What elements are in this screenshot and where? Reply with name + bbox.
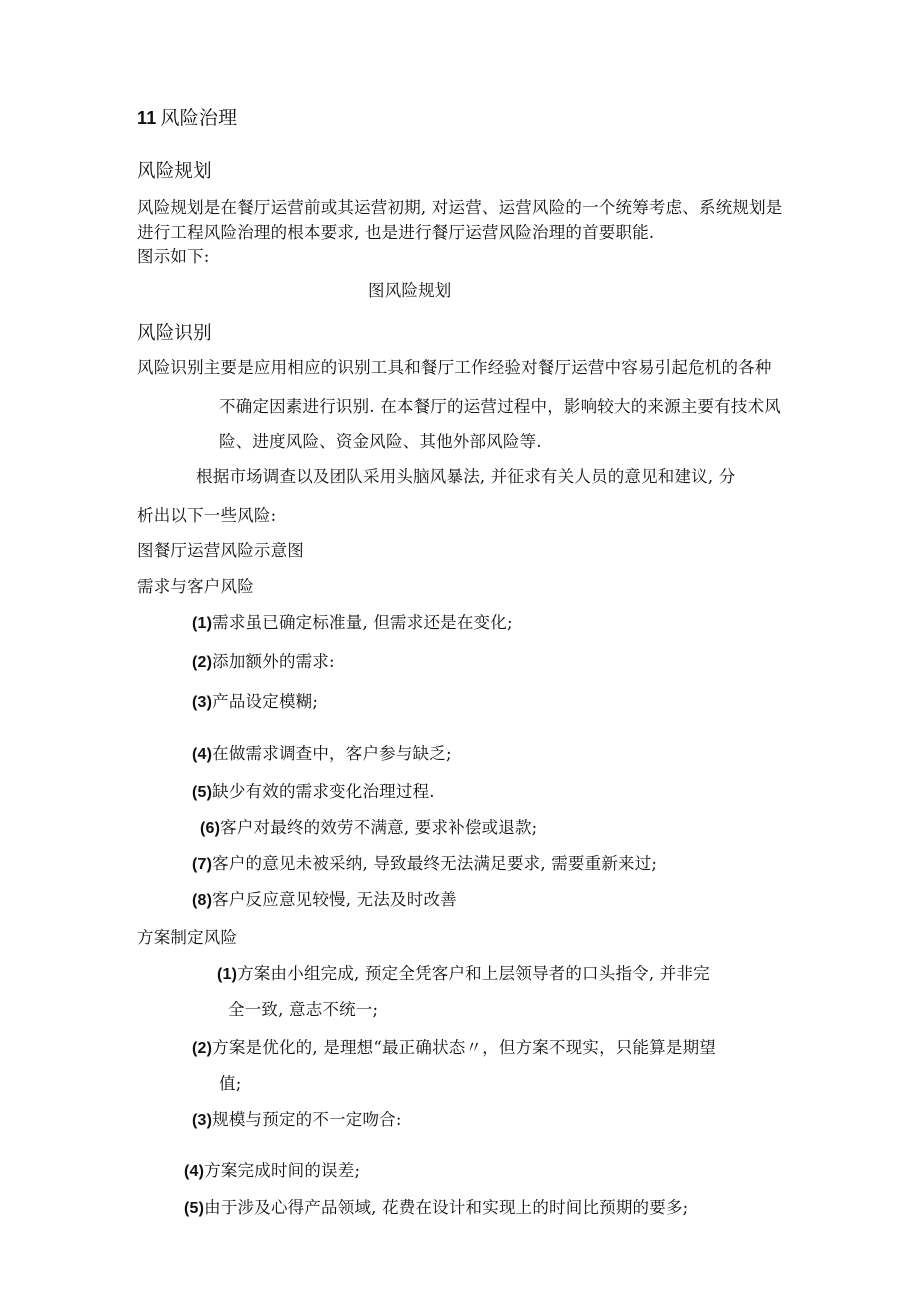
- list-item: [192, 781, 435, 804]
- heading-plan-risk: 方案制定风险: [137, 928, 238, 947]
- list-item-number: (4): [192, 746, 213, 763]
- list-item: [184, 1197, 688, 1220]
- list-item-number: (5): [192, 784, 213, 801]
- identification-paragraph2-line-2: 析出以下一些风险:: [137, 506, 277, 525]
- list-item: [184, 1160, 360, 1183]
- section-title-text: 风险治理: [160, 107, 238, 129]
- list-item-number: (8): [192, 892, 213, 909]
- section-title: [137, 106, 237, 130]
- identification-paragraph2-line-1: 根据市场调查以及团队采用头脑风暴法, 并征求有关人员的意见和建议, 分: [196, 467, 736, 486]
- heading-risk-identification: 风险识别: [137, 323, 212, 344]
- list-item-continuation: 全一致, 意志不统一;: [228, 1000, 379, 1019]
- list-item-number: (2): [192, 654, 213, 671]
- list-item-number: (1): [192, 615, 213, 632]
- identification-paragraph-line-1: 风险识别主要是应用相应的识别工具和餐厅工作经验对餐厅运营中容易引起危机的各种: [137, 358, 772, 377]
- list-item-text: 由于涉及心得产品领域, 花费在设计和实现上的时间比预期的要多;: [204, 1198, 689, 1217]
- list-item: [192, 691, 318, 714]
- list-item-text: 客户对最终的效劳不满意, 要求补偿或退款;: [220, 818, 538, 837]
- heading-risk-planning: 风险规划: [137, 161, 212, 182]
- list-item: [217, 963, 710, 986]
- list-item-text: 产品设定模糊;: [212, 692, 319, 711]
- list-item: [192, 651, 335, 674]
- list-item-number: (2): [192, 1040, 213, 1057]
- list-item: [192, 612, 513, 635]
- section-number: 11: [137, 108, 157, 128]
- figure-caption-risk-planning: 图风险规划: [368, 281, 452, 300]
- list-item-text: 需求虽已确定标准量, 但需求还是在变化;: [212, 613, 513, 632]
- list-item-number: (6): [200, 820, 221, 837]
- list-item-number: (1): [217, 966, 238, 983]
- list-item-text: 添加额外的需求:: [212, 652, 335, 671]
- list-item-text: 客户的意见未被采纳, 导致最终无法满足要求, 需要重新来过;: [212, 854, 658, 873]
- list-item-number: (5): [184, 1200, 205, 1217]
- planning-paragraph-line-3: 图示如下:: [137, 247, 210, 266]
- list-item-number: (4): [184, 1163, 205, 1180]
- identification-paragraph-line-2: 不确定因素进行识别. 在本餐厅的运营过程中，影响较大的来源主要有技术风: [219, 397, 781, 416]
- list-item-text: 方案是优化的, 是理想“最正确状态〃，但方案不现实，只能算是期望: [212, 1038, 716, 1057]
- heading-customer-risk: 需求与客户风险: [137, 577, 254, 596]
- list-item: [192, 1109, 402, 1132]
- planning-paragraph-line-2: 进行工程风险治理的根本要求, 也是进行餐厅运营风险治理的首要职能.: [137, 223, 655, 242]
- list-item-text: 缺少有效的需求变化治理过程.: [212, 782, 435, 801]
- list-item-text: 方案完成时间的误差;: [204, 1161, 361, 1180]
- list-item-text: 在做需求调查中，客户参与缺乏;: [212, 744, 452, 763]
- figure-caption-restaurant-risk: 图餐厅运营风险示意图: [137, 541, 304, 560]
- list-item: [192, 853, 657, 876]
- list-item-number: (3): [192, 1112, 213, 1129]
- identification-paragraph-line-3: 险、进度风险、资金风险、其他外部风险等.: [219, 432, 542, 451]
- list-item: [192, 889, 457, 912]
- list-item: [200, 817, 537, 840]
- planning-paragraph-line-1: 风险规划是在餐厅运营前或其运营初期, 对运营、运营风险的一个统筹考虑、系统规划是: [137, 198, 783, 217]
- list-item-continuation: 值;: [219, 1074, 242, 1093]
- list-item-text: 方案由小组完成, 预定全凭客户和上层领导者的口头指令, 并非完: [237, 964, 710, 983]
- list-item: [192, 743, 452, 766]
- list-item-number: (7): [192, 856, 213, 873]
- list-item-text: 客户反应意见较慢, 无法及时改善: [212, 890, 457, 909]
- list-item-number: (3): [192, 694, 213, 711]
- list-item-text: 规模与预定的不一定吻合:: [212, 1110, 402, 1129]
- list-item: [192, 1037, 716, 1060]
